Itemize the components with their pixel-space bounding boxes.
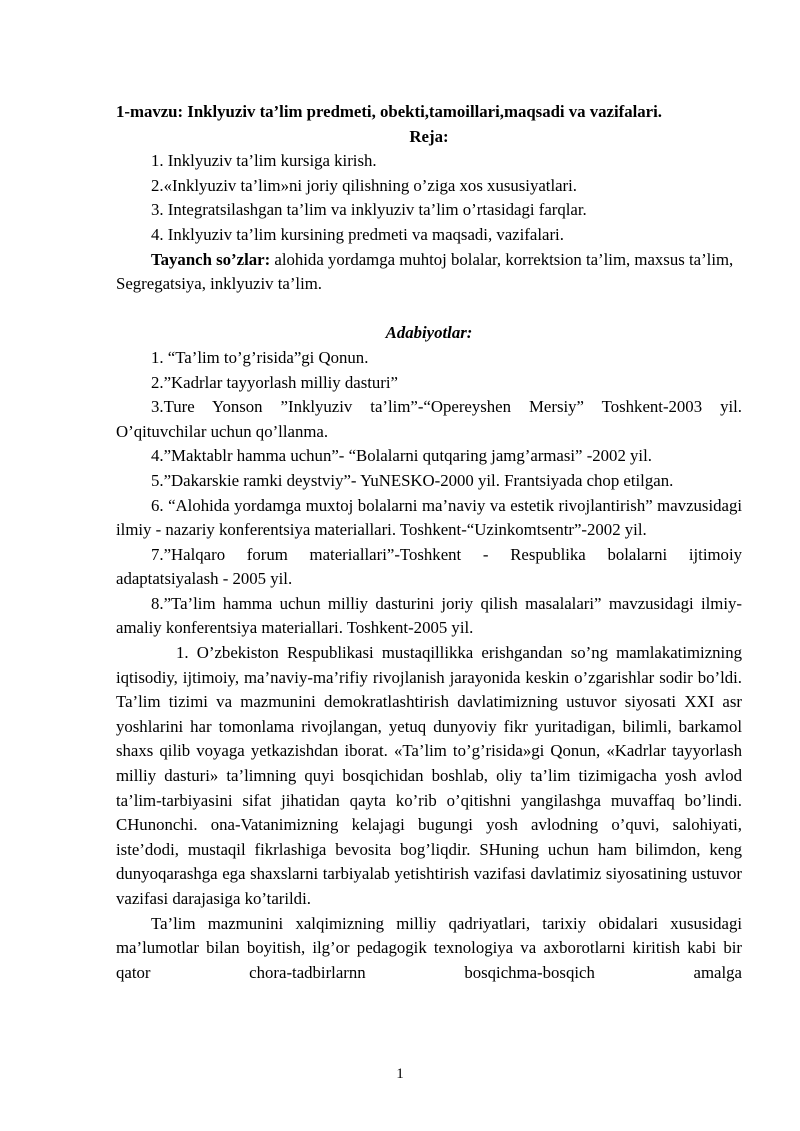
literature-item: 8.”Ta’lim hamma uchun milliy dasturini joriy qilish masalalari” mavzusidagi ilmiy-amaliy konferentsiya materiallari. Toshkent-2005 yil. (116, 593, 742, 638)
keywords-text: alohida yordamga muhtoj bolalar, korrektsion ta’lim, maxsus ta’lim, Segregatsiya, inklyuziv ta’lim. (116, 249, 734, 294)
body-paragraph: Ta’lim mazmunini xalqimizning milliy qadriyatlari, tarixiy obidalari xususidagi ma’lumotlar bilan boyitish, ilg’or pedagogik texnologiya va axborotlarni kiritish kabi bir qator chora-tadbirlarnn bosqichma-bosqich amalga (116, 913, 742, 982)
literature-heading: Adabiyotlar: (385, 323, 473, 343)
plan-item: 2.«Inklyuziv ta’lim»ni joriy qilishning o’ziga xos xususiyatlari. (151, 175, 578, 195)
literature-item: 3.Ture Yonson ”Inklyuziv ta’lim”-“Opereyshen Mersiy” Toshkent-2003 yil. O’qituvchilar uchun qo’llanma. (116, 397, 742, 441)
plan-item: 4. Inklyuziv ta’lim kursining predmeti va maqsadi, vazifalari. (151, 224, 564, 244)
literature-item: 7.”Halqaro forum materiallari”-Toshkent - Respublika bolalarni ijtimoiy adaptatsiyalash - 2005 yil. (116, 544, 742, 589)
plan-item: 1. Inklyuziv ta’lim kursiga kirish. (151, 151, 377, 171)
literature-item: 6. “Alohida yordamga muxtoj bolalarni ma’naviy va estetik rivojlantirish” mavzusidagi ilmiy - nazariy konferentsiya materiallari. Toshkent-“Uzinkomtsentr”-2002 yil. (116, 495, 742, 540)
body-paragraph: 1. O’zbekiston Respublikasi mustaqillikka erishgandan so’ng mamlakatimizning iqtisodiy, ijtimoiy, ma’naviy-ma’rifiy rivojlanish jarayonida keskin o’zgarishlar sodir bo’ldi. Ta’lim tizimi va mazmunini demokratlashtirish davlatimizning ustuvor siyosati XXI asr yoshlarini har tomonlama rivojlangan, yetuq dunyoviy fikr yuritadigan, bilimli, barkamol shaxs qilib voyaga yetkazishdan iborat. «Ta’lim to’g’risida»gi Qonun, «Kadrlar tayyorlash milliy dasturi» ta’limning quyi bosqichidan boshlab, oliy ta’lim tizimigacha yosh avlod ta’lim-tarbiyasini sifat jihatidan qayta ko’rib o’qitishni yangilashga muvaffaq bo’lindi. CHunonchi. ona-Vatanimizning kelajagi bugungi yosh avlodning o’quvi, salohiyati, iste’dodi, mustaqil fikrlashiga bevosita bog’liqdir. SHuning uchun ham bilimdon, keng dunyoqarashga ega shaxslarni tarbiyalab yetishtirish vazifasi davlatimiz siyosatining ustuvor vazifasi darajasiga ko’tarildi. (116, 643, 742, 908)
literature-item: 4.”Maktablr hamma uchun”- “Bolalarni qutqaring jamg’armasi” -2002 yil. (151, 446, 652, 466)
page-number: 1 (396, 1066, 404, 1082)
document-page (116, 100, 742, 985)
document-title: 1-mavzu: Inklyuziv ta’lim predmeti, obekti,tamoillari,maqsadi va vazifalari. (116, 102, 662, 121)
spacer (116, 297, 742, 322)
plan-heading: Reja: (409, 126, 449, 146)
keywords-paragraph (116, 248, 742, 297)
literature-item: 5.”Dakarskie ramki deystviy”- YuNESKO-2000 yil. Frantsiyada chop etilgan. (151, 470, 674, 490)
literature-item: 2.”Kadrlar tayyorlash milliy dasturi” (151, 372, 398, 392)
keywords-label: Tayanch so’zlar: (151, 249, 271, 269)
literature-item: 1. “Ta’lim to’g’risida”gi Qonun. (151, 347, 369, 367)
plan-item: 3. Integratsilashgan ta’lim va inklyuziv ta’lim o’rtasidagi farqlar. (151, 200, 587, 220)
